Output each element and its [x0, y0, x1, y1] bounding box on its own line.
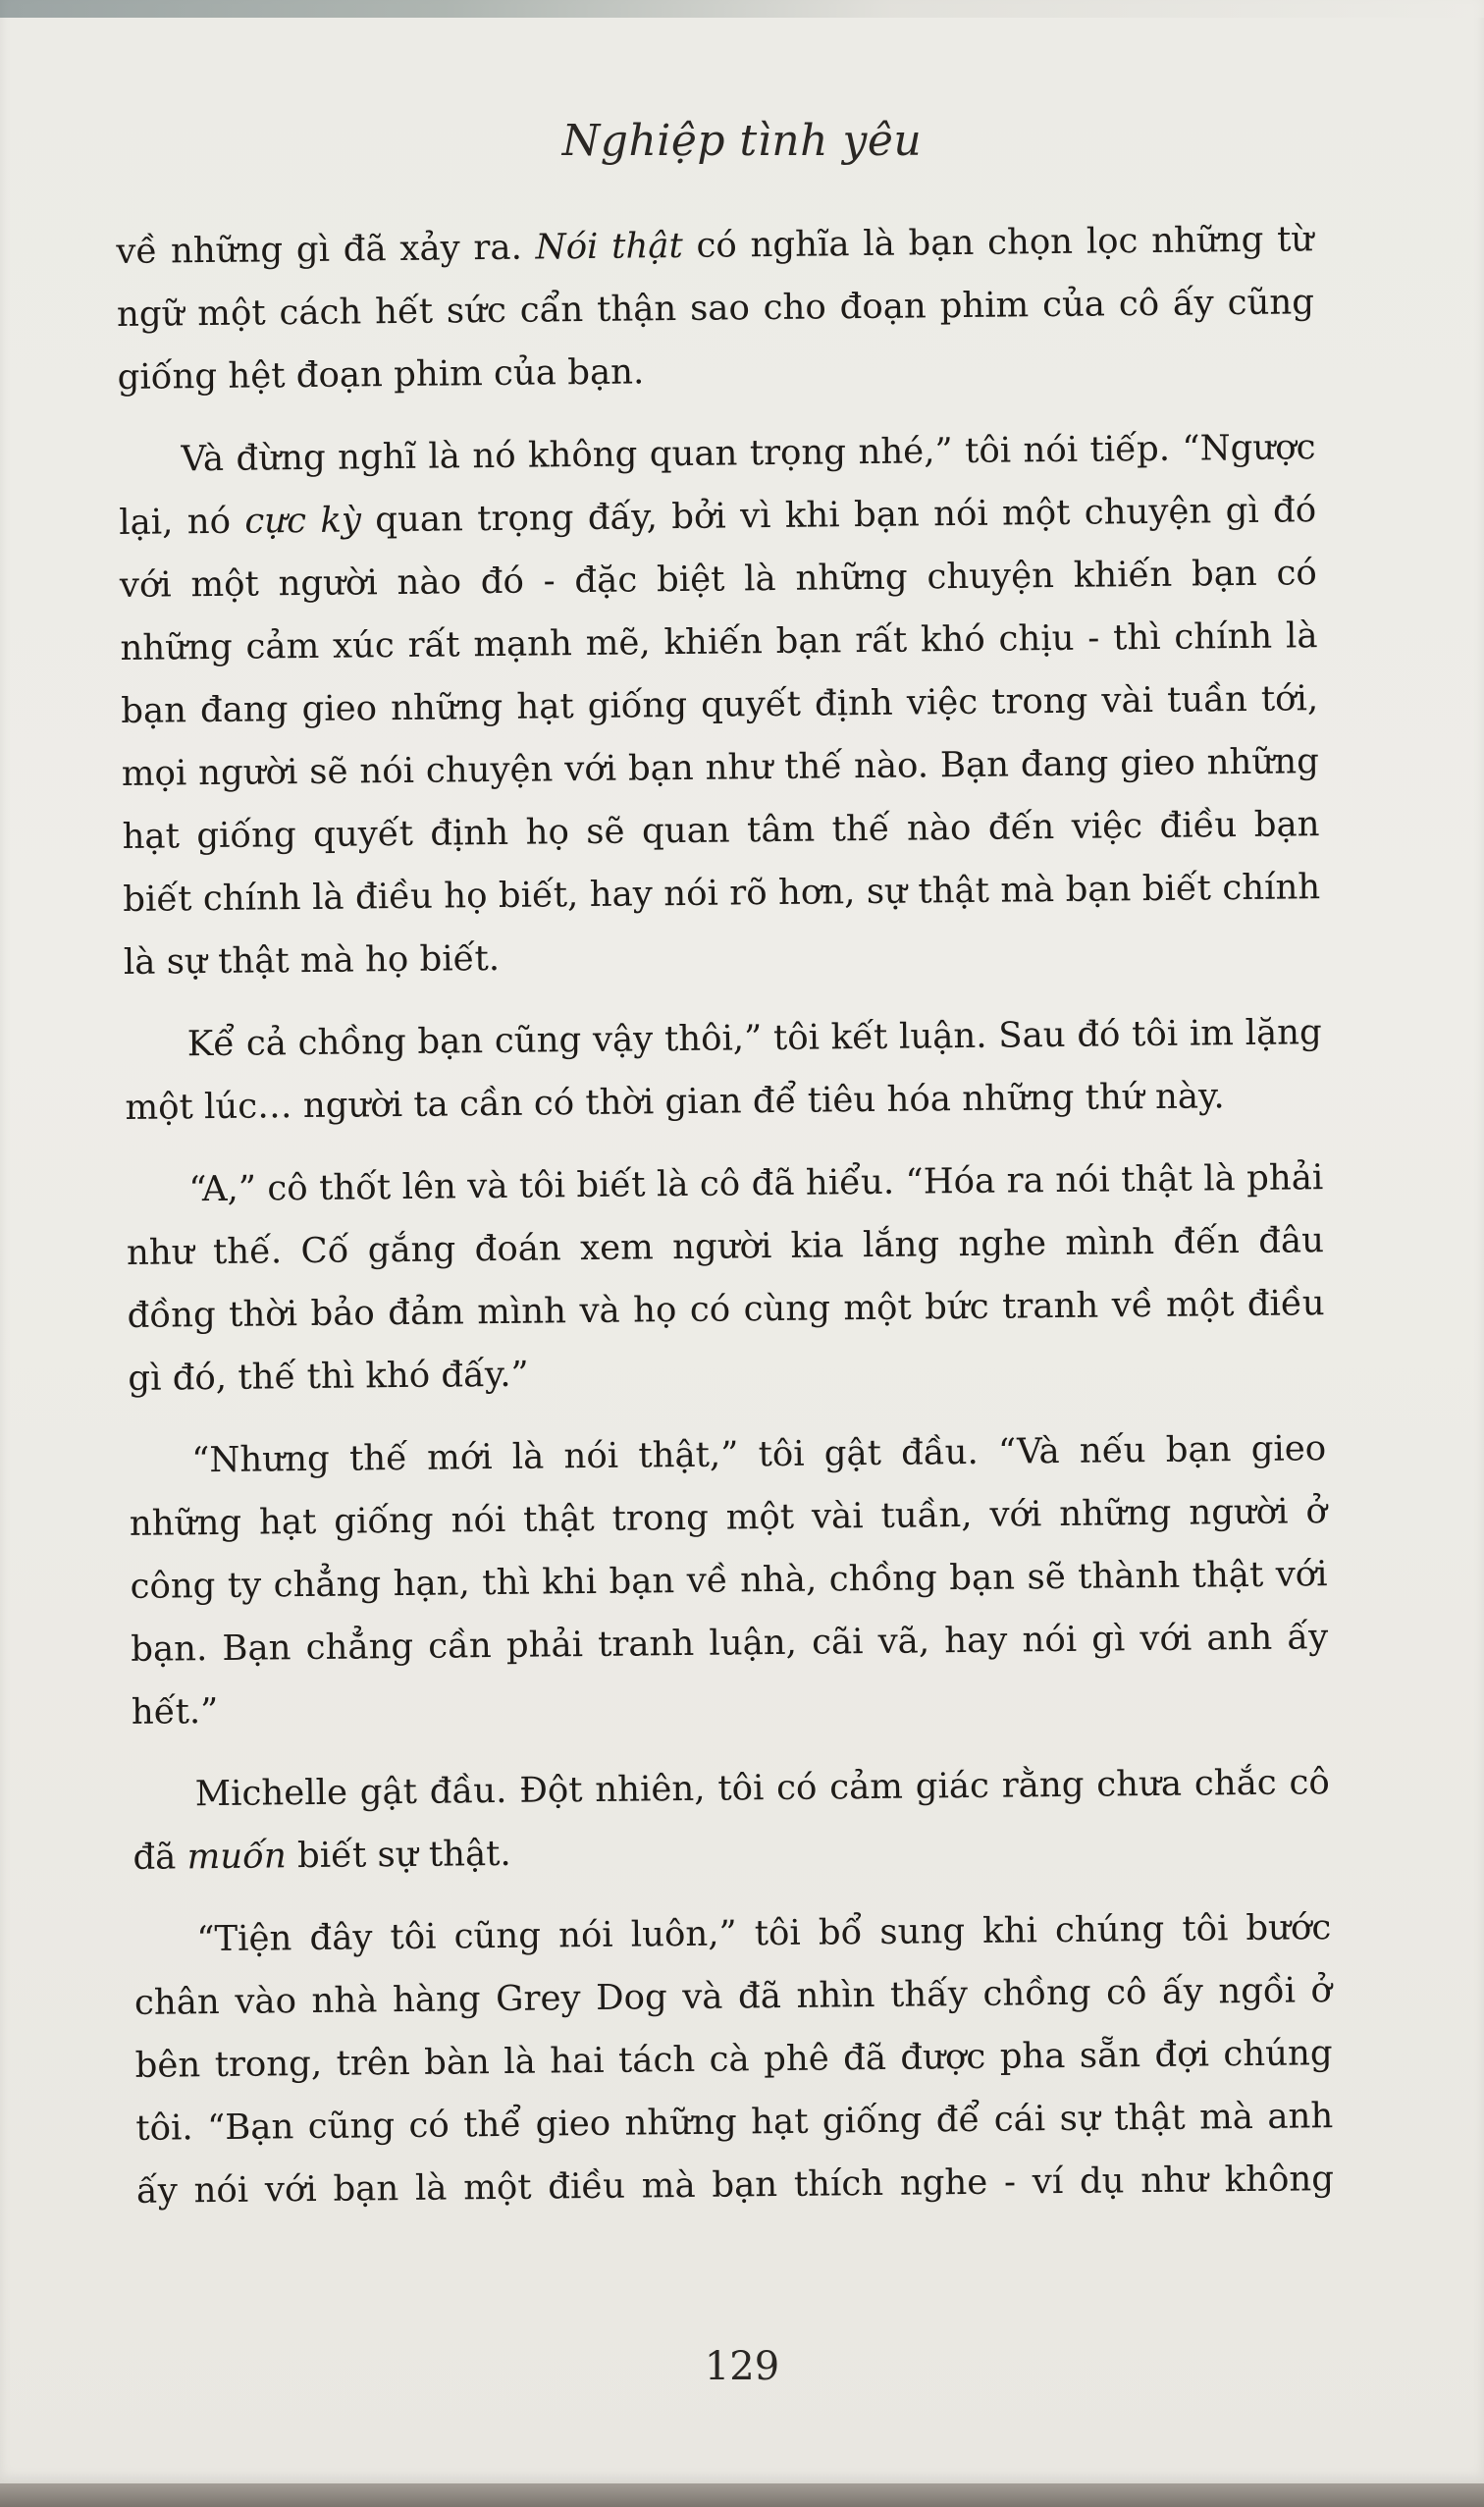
text-run: Kể cả chồng bạn cũng vậy thôi,” tôi kết luận. Sau đó tôi im lặng một lúc… người ta cần có thời gian để tiêu hóa những thứ này.: [125, 1012, 1322, 1128]
italic-text: cực kỳ: [244, 500, 362, 542]
text-run: về những gì đã xảy ra.: [116, 227, 536, 272]
text-run: Michelle gật đầu. Đột nhiên, tôi có cảm giác rằng chưa chắc cô đã: [132, 1762, 1330, 1878]
text-run: có nghĩa là bạn chọn lọc những từ ngữ một cách hết sức cẩn thận sao cho đoạn phim của cô ấy cũng giống hệt đoạn phim của bạn.: [116, 219, 1315, 398]
italic-text: muốn: [186, 1836, 287, 1878]
text-run: biết sự thật.: [286, 1833, 511, 1877]
text-run: quan trọng đấy, bởi vì khi bạn nói một chuyện gì đó với một người nào đó - đặc biệt là những chuyện khiến bạn có những cảm xúc rất mạnh mẽ, khiến bạn rất khó chịu - thì chính là bạn đang gieo những hạt giống quyết định việc trong vài tuần tới, mọi người sẽ nói chuyện với bạn như thế nào. Bạn đang gieo những hạt giống quyết định họ sẽ quan tâm thế nào đến việc điều bạn biết chính là điều họ biết, hay nói rõ hơn, sự thật mà bạn biết chính là sự thật mà họ biết.: [119, 490, 1321, 983]
body-text: [116, 208, 1335, 2243]
page-top-edge: [0, 0, 1484, 18]
paragraph: [133, 1896, 1334, 2223]
paragraph: [126, 1147, 1326, 1411]
paragraph: [116, 208, 1315, 409]
table-surface: [0, 2483, 1484, 2507]
text-run: “Tiện đây tôi cũng nói luôn,” tôi bổ sung khi chúng tôi bước chân vào nhà hàng Grey Dog và đã nhìn thấy chồng cô ấy ngồi ở bên trong, trên bàn là hai tách cà phê đã được pha sẵn đợi chúng tôi. “Bạn cũng có thể gieo những hạt giống để cái sự thật mà anh ấy nói với bạn là một điều mà bạn thích nghe - ví dụ như không: [133, 1907, 1335, 2212]
text-run: Và đừng nghĩ là nó không quan trọng nhé,” tôi nói tiếp. “Ngược lại, nó: [119, 427, 1316, 543]
paragraph: [124, 1001, 1322, 1140]
paragraph: [132, 1751, 1330, 1890]
text-run: “A,” cô thốt lên và tôi biết là cô đã hiểu. “Hóa ra nói thật là phải như thế. Cố gắng đoán xem người kia lắng nghe mình đến đâu đồng thời bảo đảm mình và họ có cùng một bức tranh về một điều gì đó, thế thì khó đấy.”: [126, 1157, 1325, 1399]
page-number: 129: [704, 2344, 780, 2389]
running-head: Nghiệp tình yêu: [561, 116, 923, 166]
paragraph: [118, 416, 1321, 994]
paragraph: [129, 1417, 1329, 1744]
text-run: “Nhưng thế mới là nói thật,” tôi gật đầu. “Và nếu bạn gieo những hạt giống nói thật trong một vài tuần, với những người ở công ty chẳng hạn, thì khi bạn về nhà, chồng bạn sẽ thành thật với bạn. Bạn chẳng cần phải tranh luận, cãi vã, hay nói gì với anh ấy hết.”: [129, 1428, 1329, 1733]
italic-text: Nói thật: [535, 225, 683, 268]
